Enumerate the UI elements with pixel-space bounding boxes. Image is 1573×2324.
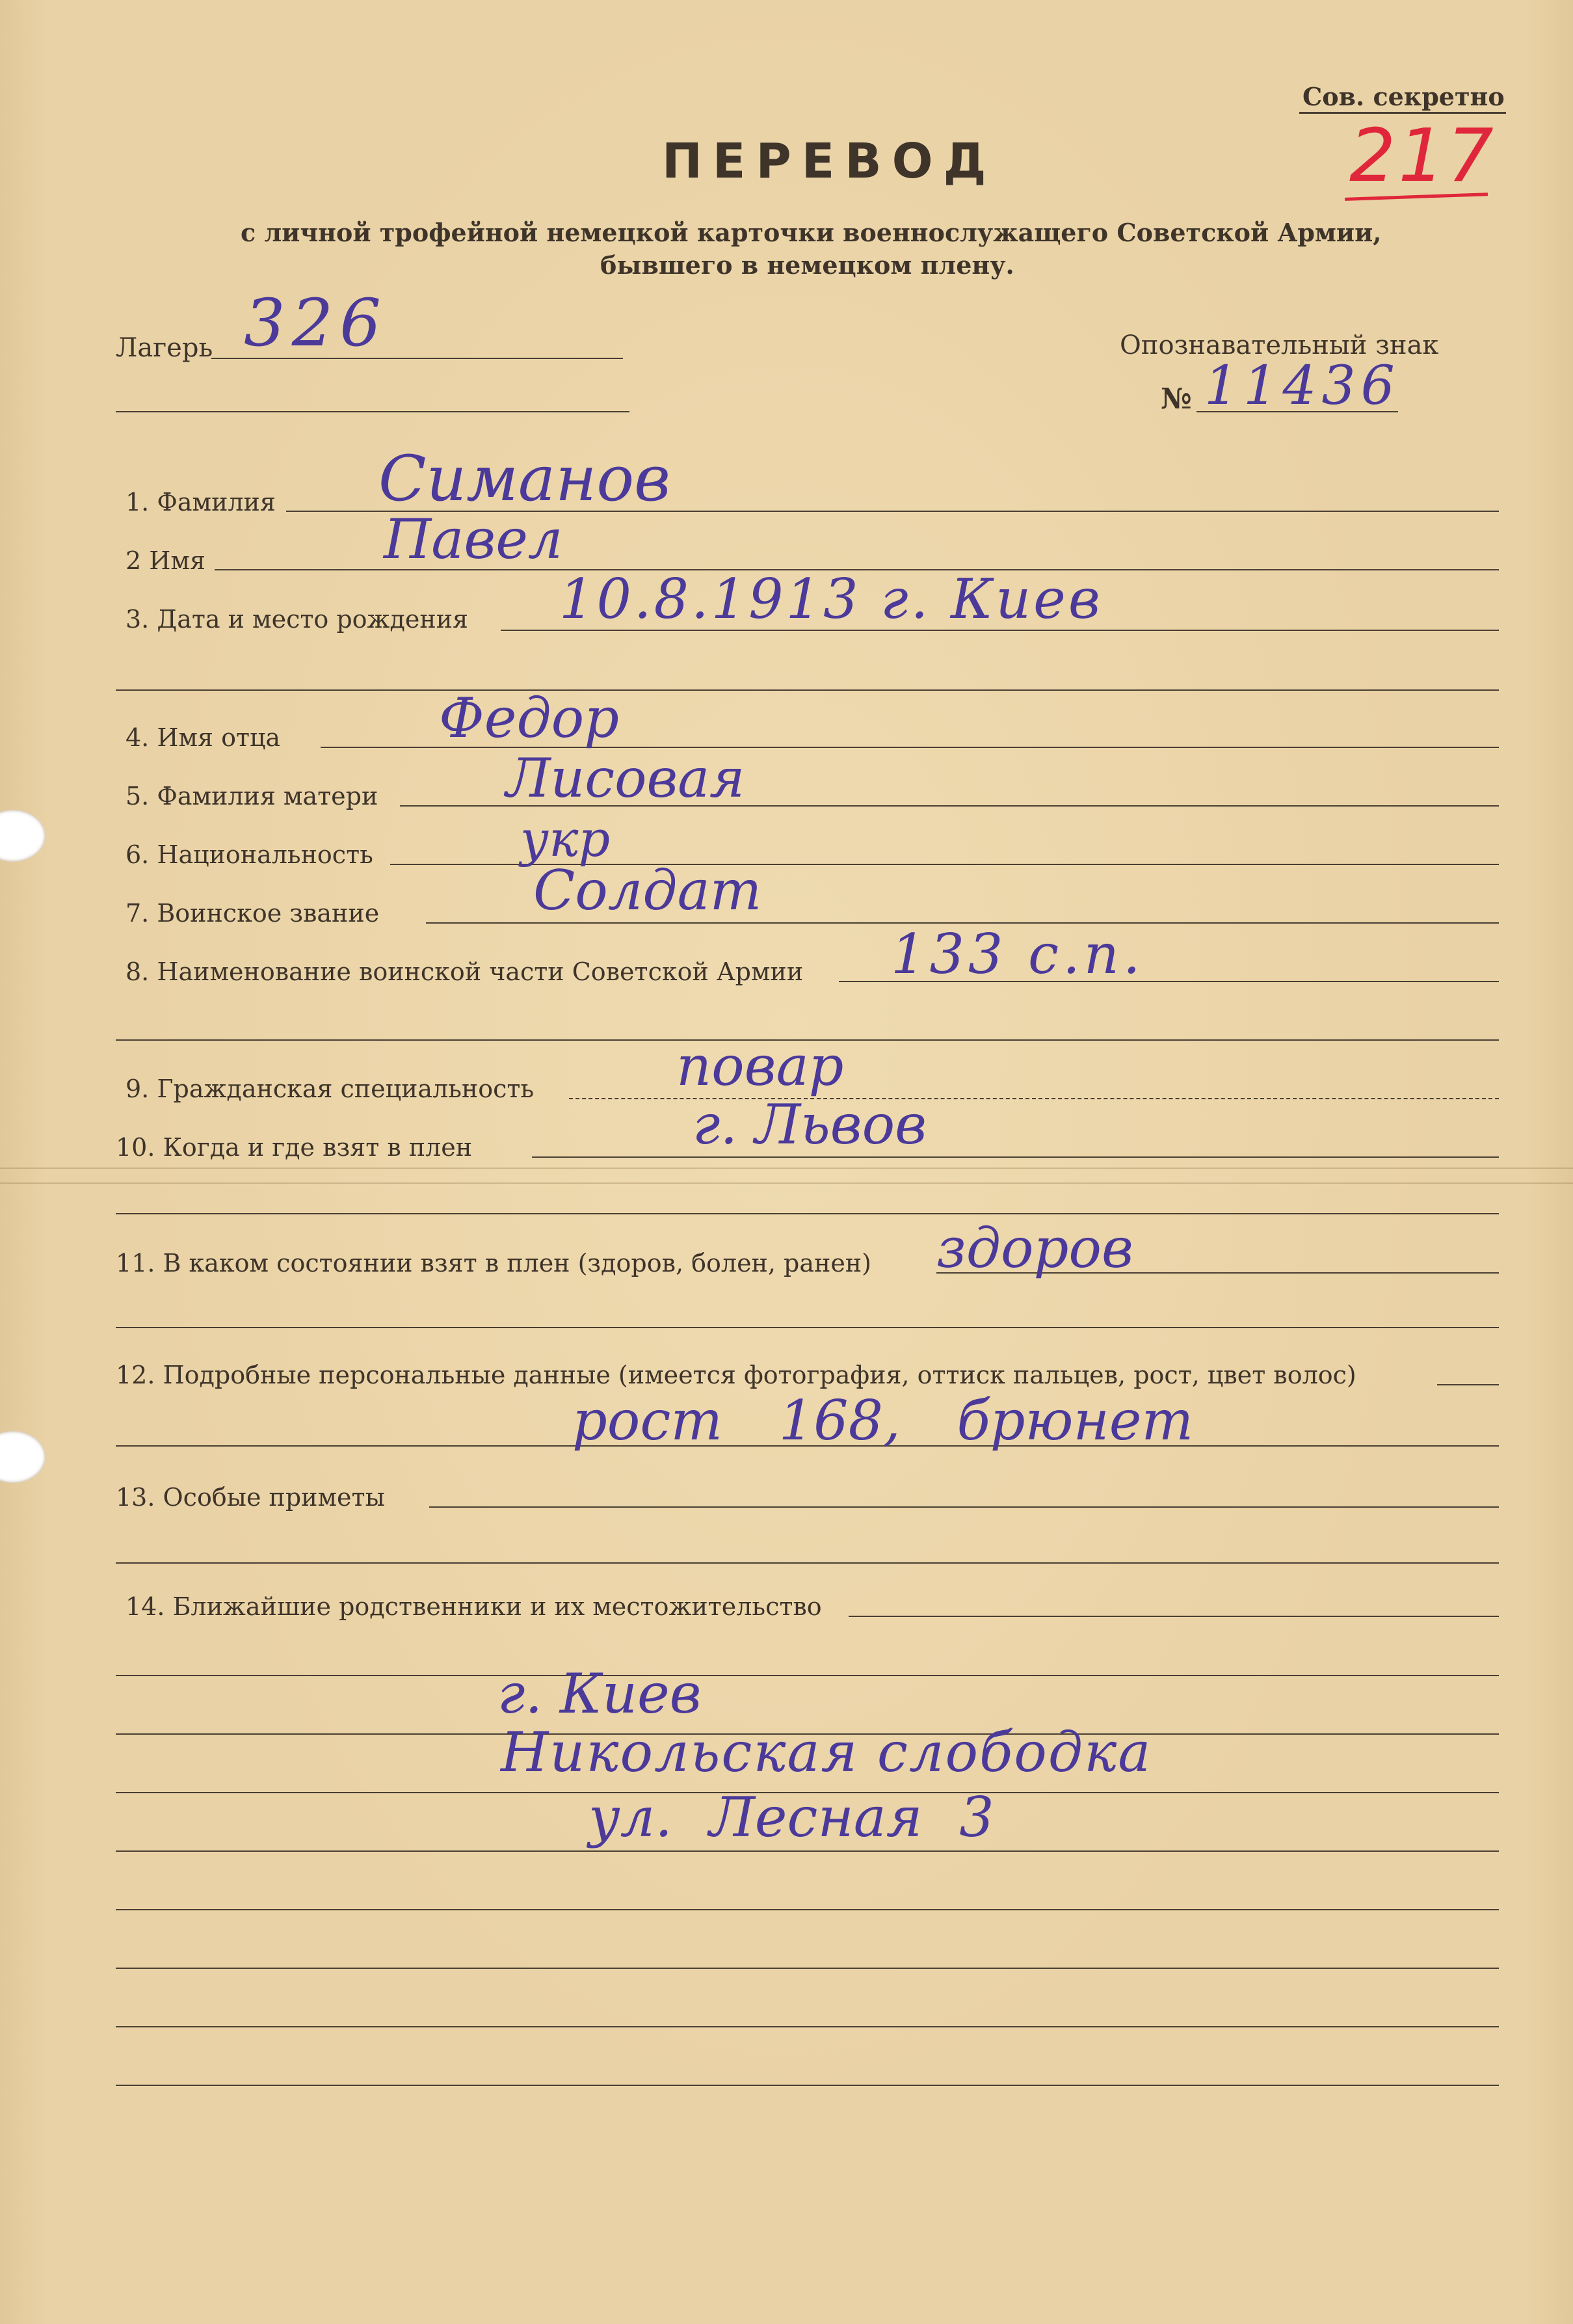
relatives-entry-district: Никольская слободка bbox=[501, 1720, 1152, 1784]
camp-label: Лагерь bbox=[116, 333, 213, 363]
field-marks-line-2 bbox=[116, 1562, 1499, 1564]
relatives-line-4 bbox=[116, 1850, 1499, 1852]
punch-hole-top bbox=[0, 810, 46, 862]
field-rank-value: Солдат bbox=[533, 859, 762, 922]
register-number: 217 bbox=[1349, 114, 1496, 198]
fold-crease bbox=[0, 1182, 1573, 1184]
id-tag-value: 11436 bbox=[1204, 355, 1400, 417]
field-personal-line bbox=[1437, 1384, 1499, 1385]
fold-crease bbox=[0, 1168, 1573, 1169]
field-birth-label: 3. Дата и место рождения bbox=[126, 605, 469, 634]
field-mother-value: Лисовая bbox=[506, 748, 745, 810]
field-birth-line-2 bbox=[116, 689, 1499, 691]
relatives-entry-street: ул. Лесная 3 bbox=[588, 1785, 994, 1849]
field-captured-value: г. Львов bbox=[693, 1093, 927, 1156]
field-condition-value: здоров bbox=[936, 1216, 1133, 1280]
field-father-value: Федор bbox=[439, 686, 620, 750]
field-name-value: Павел bbox=[384, 507, 563, 571]
secrecy-stamp: Сов. секретно bbox=[1302, 82, 1505, 111]
field-unit-label: 8. Наименование воинской части Советской Армии bbox=[126, 957, 804, 986]
field-personal-value: рост 168, брюнет bbox=[572, 1389, 1194, 1452]
field-surname-value: Симанов bbox=[378, 442, 671, 515]
relatives-line-1 bbox=[116, 1675, 1499, 1676]
relatives-line-6 bbox=[116, 1968, 1499, 1969]
field-unit-value: 133 с.п. bbox=[891, 922, 1144, 986]
field-condition-line-2 bbox=[116, 1327, 1499, 1328]
camp-value: 326 bbox=[244, 285, 388, 361]
form-subtitle-line2: бывшего в немецком плену. bbox=[600, 250, 1014, 280]
field-captured-label: 10. Когда и где взят в плен bbox=[116, 1133, 473, 1162]
field-father-label: 4. Имя отца bbox=[126, 723, 281, 752]
punch-hole-bottom bbox=[0, 1431, 46, 1483]
relatives-line-5 bbox=[116, 1909, 1499, 1910]
field-relatives-label: 14. Ближайшие родственники и их местожительство bbox=[126, 1592, 822, 1621]
field-nationality-label: 6. Национальность bbox=[126, 840, 373, 869]
field-relatives-line bbox=[849, 1616, 1499, 1617]
field-marks-line bbox=[429, 1506, 1499, 1508]
form-subtitle-line1: с личной трофейной немецкой карточки военнослужащего Советской Армии, bbox=[241, 218, 1382, 247]
form-title: ПЕРЕВОД bbox=[662, 133, 997, 189]
field-mother-label: 5. Фамилия матери bbox=[126, 782, 378, 810]
field-occupation-label: 9. Гражданская специальность bbox=[126, 1075, 535, 1103]
field-captured-line-2 bbox=[116, 1213, 1499, 1214]
id-tag-number-label: № bbox=[1161, 382, 1192, 416]
field-condition-label: 11. В каком состоянии взят в плен (здоров, болен, ранен) bbox=[116, 1249, 871, 1277]
field-rank-label: 7. Воинское звание bbox=[126, 899, 380, 928]
field-marks-label: 13. Особые приметы bbox=[116, 1483, 385, 1512]
id-tag-label: Опознавательный знак bbox=[1120, 330, 1439, 360]
field-birth-value: 10.8.1913 г. Киев bbox=[559, 567, 1103, 631]
relatives-line-8 bbox=[116, 2085, 1499, 2086]
relatives-line-7 bbox=[116, 2026, 1499, 2027]
field-name-label: 2 Имя bbox=[126, 546, 205, 575]
field-nationality-value: укр bbox=[520, 810, 611, 868]
field-surname-label: 1. Фамилия bbox=[126, 488, 276, 516]
camp-line-2 bbox=[116, 411, 629, 412]
relatives-entry-city: г. Киев bbox=[497, 1662, 702, 1726]
field-captured-line bbox=[532, 1156, 1499, 1158]
field-occupation-value: повар bbox=[676, 1034, 844, 1098]
field-personal-label: 12. Подробные персональные данные (имеется фотография, оттиск пальцев, рост, цвет волос) bbox=[116, 1361, 1356, 1389]
